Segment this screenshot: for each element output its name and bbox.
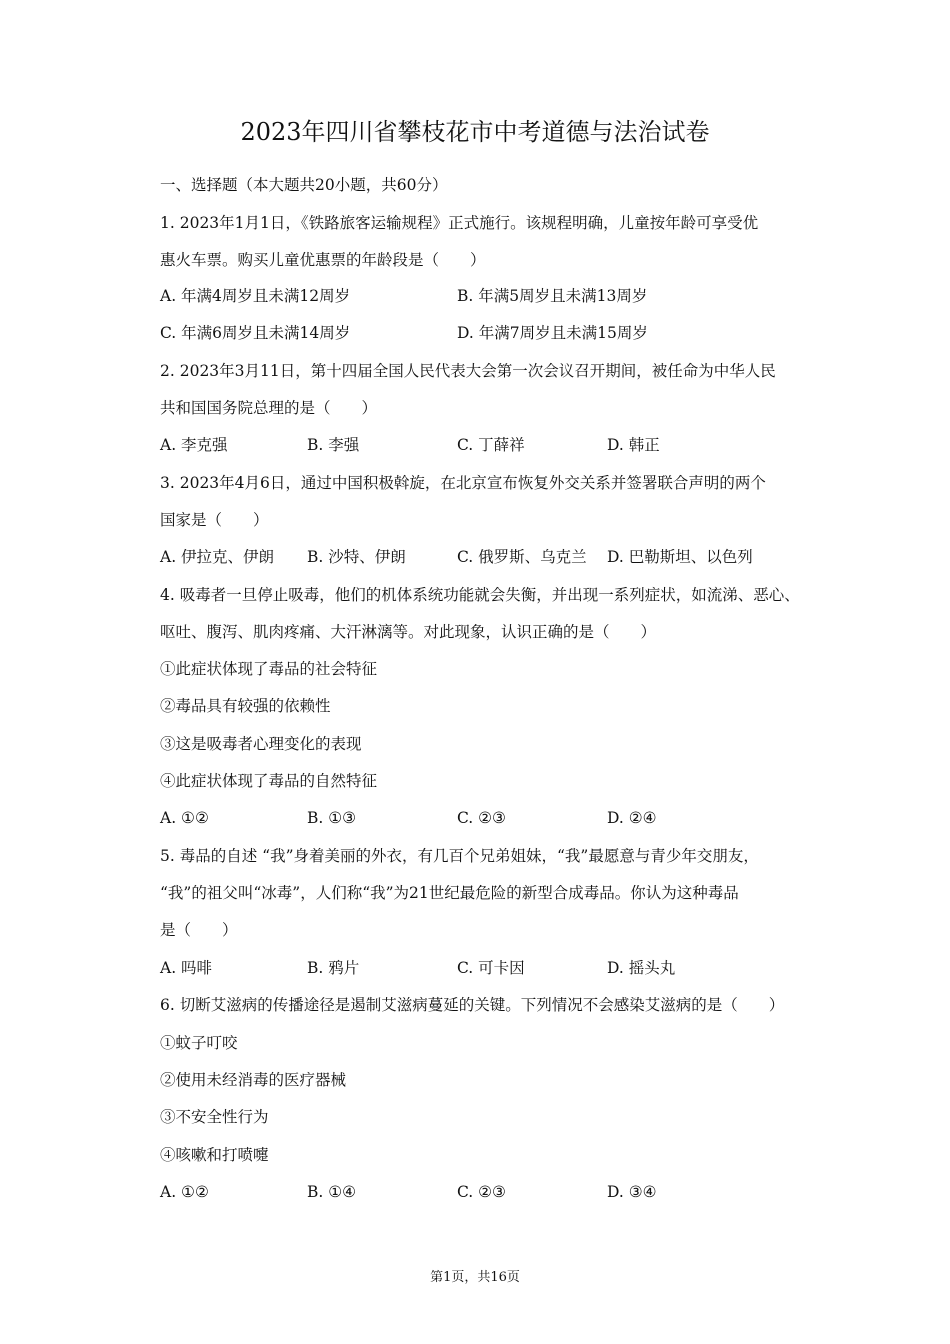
question-4-option-b: B. ①③	[307, 809, 357, 827]
question-2-option-b: B. 李强	[307, 436, 360, 454]
question-6-option-d: D. ③④	[607, 1183, 657, 1201]
question-1-option-c: C. 年满6周岁且未满14周岁	[160, 324, 351, 342]
question-5-stem-line-2: “我”的祖父叫“冰毒”，人们称“我”为21世纪最危险的新型合成毒品。你认为这种毒品	[160, 884, 739, 902]
question-1-option-d: D. 年满7周岁且未满15周岁	[457, 324, 648, 342]
question-4-stem-line-1: 4. 吸毒者一旦停止吸毒，他们的机体系统功能就会失衡，并出现一系列症状，如流涕、恶心、	[160, 586, 800, 604]
question-5-stem-line-3: 是（ ）	[160, 921, 238, 939]
question-4-option-c: C. ②③	[457, 809, 506, 827]
question-2-option-a: A. 李克强	[160, 436, 228, 454]
question-4-statement-2: ②毒品具有较强的依赖性	[160, 697, 331, 715]
question-2-stem-line-2: 共和国国务院总理的是（ ）	[160, 399, 378, 417]
question-5-option-d: D. 摇头丸	[607, 959, 676, 977]
question-4-statement-3: ③这是吸毒者心理变化的表现	[160, 735, 362, 753]
question-6-option-a: A. ①②	[160, 1183, 209, 1201]
exam-title: 2023年四川省攀枝花市中考道德与法治试卷	[240, 118, 710, 146]
question-5-stem-line-1: 5. 毒品的自述 “我”身着美丽的外衣，有几百个兄弟姐妹，“我”最愿意与青少年交朋友，	[160, 847, 759, 865]
question-1-stem-line-2: 惠火车票。购买儿童优惠票的年龄段是（ ）	[160, 251, 486, 269]
question-6-statement-4: ④咳嗽和打喷嚏	[160, 1146, 269, 1164]
question-4-statement-4: ④此症状体现了毒品的自然特征	[160, 772, 378, 790]
question-1-option-b: B. 年满5周岁且未满13周岁	[457, 287, 648, 305]
question-6-option-c: C. ②③	[457, 1183, 506, 1201]
question-6-statement-1: ①蚊子叮咬	[160, 1034, 238, 1052]
question-2-stem-line-1: 2. 2023年3月11日，第十四届全国人民代表大会第一次会议召开期间，被任命为中华人民	[160, 362, 776, 380]
question-1-stem-line-1: 1. 2023年1月1日，《铁路旅客运输规程》正式施行。该规程明确，儿童按年龄可享受优	[160, 214, 759, 232]
question-5-option-a: A. 吗啡	[160, 959, 213, 977]
question-4-option-d: D. ②④	[607, 809, 657, 827]
question-6-statement-2: ②使用未经消毒的医疗器械	[160, 1071, 347, 1089]
question-4-option-a: A. ①②	[160, 809, 209, 827]
question-6-option-b: B. ①④	[307, 1183, 357, 1201]
question-3-stem-line-1: 3. 2023年4月6日，通过中国积极斡旋，在北京宣布恢复外交关系并签署联合声明的两个	[160, 474, 766, 492]
question-5-option-c: C. 可卡因	[457, 959, 525, 977]
question-4-stem-line-2: 呕吐、腹泻、肌肉疼痛、大汗淋漓等。对此现象，认识正确的是（ ）	[160, 623, 657, 641]
section-heading: 一、选择题（本大题共20小题，共60分）	[160, 176, 448, 194]
question-1-option-a: A. 年满4周岁且未满12周岁	[160, 287, 351, 305]
page-footer: 第1页，共16页	[430, 1270, 520, 1285]
question-6-stem-line-1: 6. 切断艾滋病的传播途径是遏制艾滋病蔓延的关键。下列情况不会感染艾滋病的是（ ）	[160, 996, 785, 1014]
question-6-statement-3: ③不安全性行为	[160, 1108, 269, 1126]
question-3-option-b: B. 沙特、伊朗	[307, 548, 406, 566]
question-3-stem-line-2: 国家是（ ）	[160, 511, 269, 529]
question-3-option-a: A. 伊拉克、伊朗	[160, 548, 275, 566]
question-5-option-b: B. 鸦片	[307, 959, 360, 977]
question-4-statement-1: ①此症状体现了毒品的社会特征	[160, 660, 378, 678]
question-3-option-c: C. 俄罗斯、乌克兰	[457, 548, 587, 566]
question-3-option-d: D. 巴勒斯坦、以色列	[607, 548, 753, 566]
question-2-option-d: D. 韩正	[607, 436, 660, 454]
question-2-option-c: C. 丁薛祥	[457, 436, 525, 454]
